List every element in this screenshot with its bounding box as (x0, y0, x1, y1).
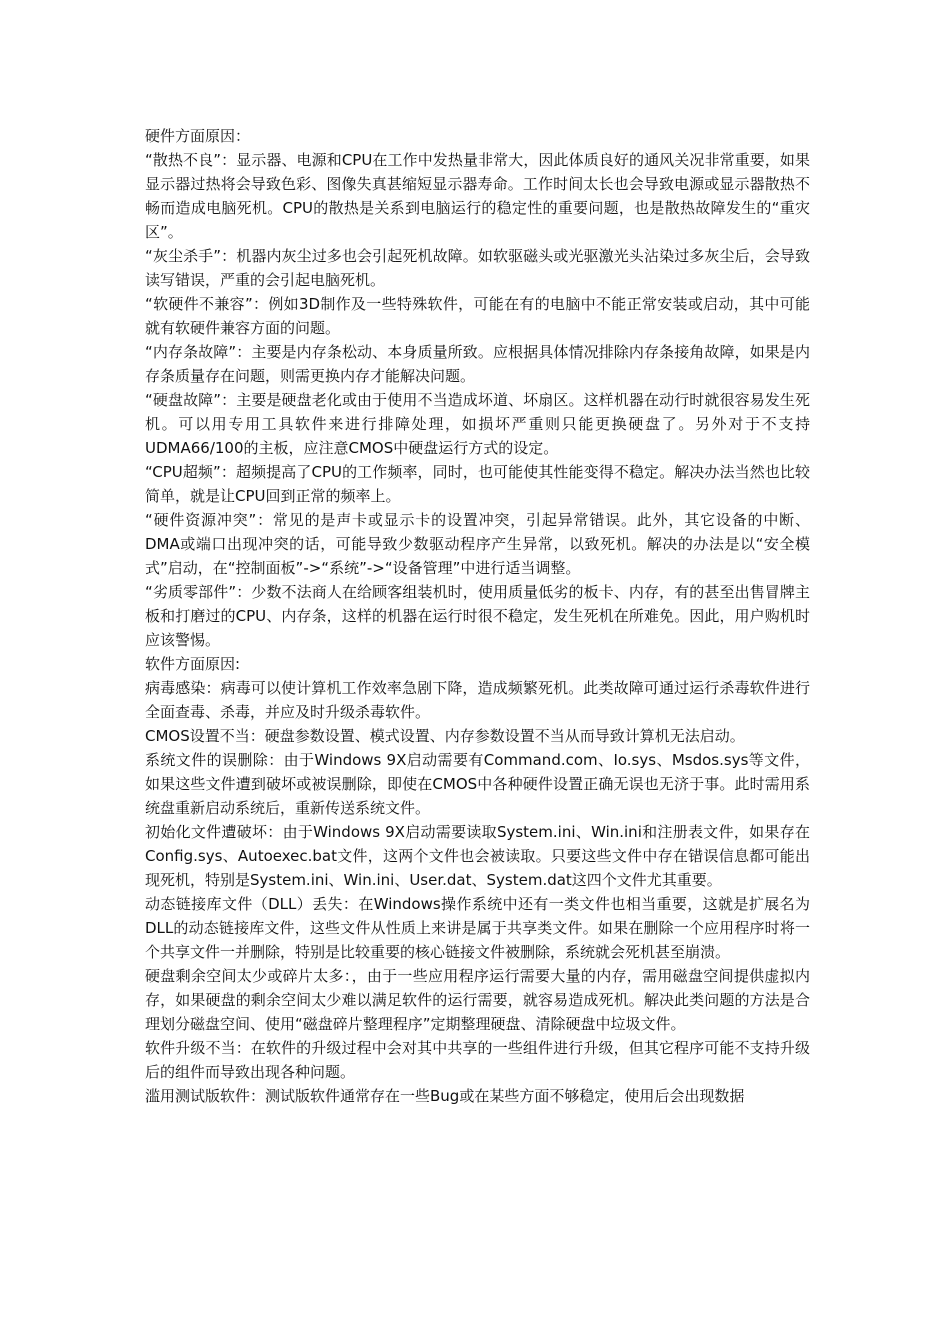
paragraph-software-upgrade: 软件升级不当：在软件的升级过程中会对其中共享的一些组件进行升级，但其它程序可能不支持升级后的组件而导致出现各种问题。 (145, 1039, 810, 1081)
section-heading-hardware: 硬件方面原因： (145, 127, 251, 145)
paragraph-beta-software: 滥用测试版软件：测试版软件通常存在一些Bug或在某些方面不够稳定，使用后会出现数据 (145, 1087, 745, 1105)
paragraph-system-files: 系统文件的误删除：由于Windows 9X启动需要有Command.com、Io.sys、Msdos.sys等文件，如果这些文件遭到破坏或被误删除，即使在CMOS中各种硬件设置正确无误也无济于事。此时需用系统盘重新启动系统后，重新传送系统文件。 (145, 751, 810, 817)
document-body (145, 124, 810, 1108)
paragraph-heat: “散热不良”：显示器、电源和CPU在工作中发热量非常大，因此体质良好的通风关况非常重要，如果显示器过热将会导致色彩、图像失真甚缩短显示器寿命。工作时间太长也会导致电源或显示器散热不畅而造成电脑死机。CPU的散热是关系到电脑运行的稳定性的重要问题，也是散热故障发生的“重灾区”。 (145, 151, 810, 241)
paragraph-init-files: 初始化文件遭破坏：由于Windows 9X启动需要读取System.ini、Win.ini和注册表文件，如果存在Config.sys、Autoexec.bat文件，这两个文件也会被读取。只要这些文件中存在错误信息都可能出现死机，特别是System.ini、Win.ini、User.dat、System.dat这四个文件尤其重要。 (145, 823, 810, 889)
paragraph-resource-conflict: “硬件资源冲突”：常见的是声卡或显示卡的设置冲突，引起异常错误。此外，其它设备的中断、DMA或端口出现冲突的话，可能导致少数驱动程序产生异常，以致死机。解决的办法是以“安全模式”启动，在“控制面板”->“系统”->“设备管理”中进行适当调整。 (145, 511, 810, 577)
section-heading-software: 软件方面原因: (145, 655, 241, 673)
paragraph-cmos: CMOS设置不当：硬盘参数设置、模式设置、内存参数设置不当从而导致计算机无法启动。 (145, 727, 745, 745)
paragraph-disk-space: 硬盘剩余空间太少或碎片太多：，由于一些应用程序运行需要大量的内存，需用磁盘空间提供虚拟内存，如果硬盘的剩余空间太少难以满足软件的运行需要，就容易造成死机。解决此类问题的方法是合理划分磁盘空间、使用“磁盘碎片整理程序”定期整理硬盘、清除硬盘中垃圾文件。 (145, 967, 810, 1033)
paragraph-hard-disk: “硬盘故障”：主要是硬盘老化或由于使用不当造成坏道、坏扇区。这样机器在动行时就很容易发生死机。可以用专用工具软件来进行排障处理，如损坏严重则只能更换硬盘了。另外对于不支持UDMA66/100的主板，应注意CMOS中硬盘运行方式的设定。 (145, 391, 810, 457)
paragraph-memory: “内存条故障”：主要是内存条松动、本身质量所致。应根据具体情况排除内存条接角故障，如果是内存条质量存在问题，则需更换内存才能解决问题。 (145, 343, 810, 385)
paragraph-dust: “灰尘杀手”：机器内灰尘过多也会引起死机故障。如软驱磁头或光驱激光头沾染过多灰尘后，会导致读写错误，严重的会引起电脑死机。 (145, 247, 810, 289)
paragraph-inferior-parts: “劣质零部件”：少数不法商人在给顾客组装机时，使用质量低劣的板卡、内存，有的甚至出售冒牌主板和打磨过的CPU、内存条，这样的机器在运行时很不稳定，发生死机在所难免。因此，用户购机时应该警惕。 (145, 583, 810, 649)
paragraph-dll: 动态链接库文件（DLL）丢失：在Windows操作系统中还有一类文件也相当重要，这就是扩展名为DLL的动态链接库文件，这些文件从性质上来讲是属于共享类文件。如果在删除一个应用程序时将一个共享文件一并删除，特别是比较重要的核心链接文件被删除，系统就会死机甚至崩溃。 (145, 895, 810, 961)
paragraph-cpu-overclock: “CPU超频”：超频提高了CPU的工作频率，同时，也可能使其性能变得不稳定。解决办法当然也比较简单，就是让CPU回到正常的频率上。 (145, 463, 810, 505)
paragraph-virus: 病毒感染：病毒可以使计算机工作效率急剧下降，造成频繁死机。此类故障可通过运行杀毒软件进行全面查毒、杀毒，并应及时升级杀毒软件。 (145, 679, 810, 721)
paragraph-compatibility: “软硬件不兼容”：例如3D制作及一些特殊软件，可能在有的电脑中不能正常安装或启动，其中可能就有软硬件兼容方面的问题。 (145, 295, 810, 337)
